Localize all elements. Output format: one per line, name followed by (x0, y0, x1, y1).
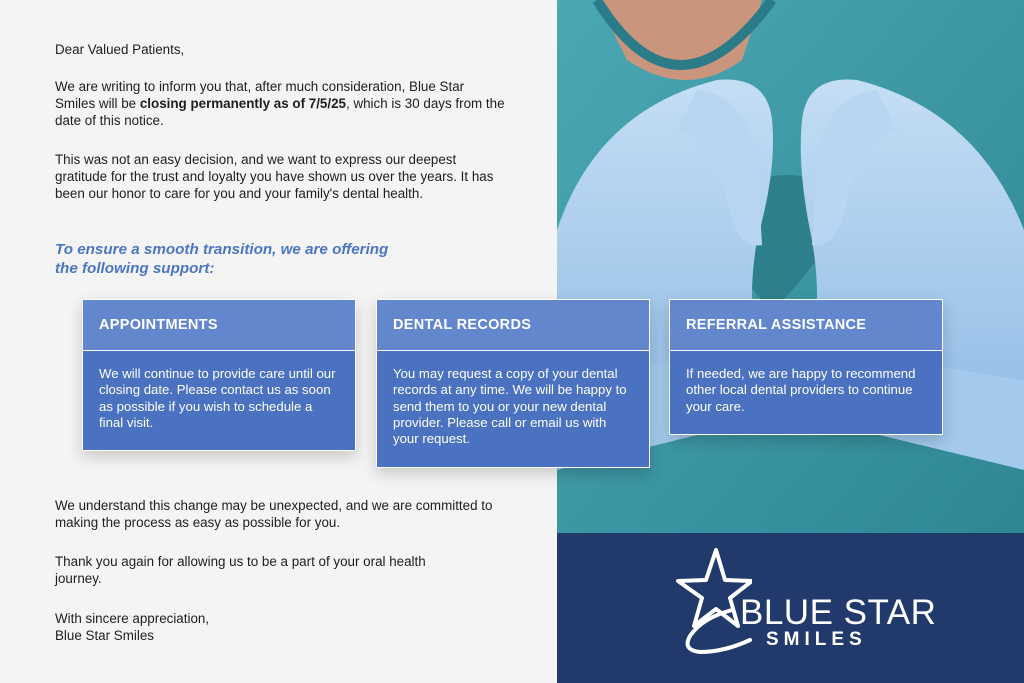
card-body: You may request a copy of your dental records at any time. We will be happy to send them to you or your new dental provider. Please call or email us with your request. (393, 366, 627, 447)
letter-paragraph-3 (55, 497, 505, 531)
letter-greeting (55, 41, 515, 58)
brand-panel (557, 533, 1024, 683)
card-referral-assistance (669, 299, 943, 435)
logo-subwordmark: SMILES (766, 629, 867, 650)
letter-signoff (55, 610, 515, 644)
letter-paragraph-2 (55, 151, 505, 202)
letter-paragraph-4 (55, 553, 475, 587)
p1-end: , which is 30 days from the date of this notice. (55, 96, 505, 128)
card-title: REFERRAL ASSISTANCE (670, 300, 942, 351)
card-title: DENTAL RECORDS (377, 300, 649, 351)
card-body: We will continue to provide care until our closing date. Please contact us as soon as possible if you wish to schedule a final visit. (99, 366, 336, 430)
closing-date-text: closing permanently as of 7/5/25 (139, 96, 346, 111)
p1-intro: We are writing to inform you that, after much consideration, Blue Star Smiles will be (55, 79, 465, 111)
support-callout: To ensure a smooth transition, we are offering the following support: (55, 241, 389, 277)
paragraph-4: Thank you again for allowing us to be a part of your oral health journey. (55, 554, 426, 586)
logo-wordmark: BLUE STAR (740, 593, 937, 632)
paragraph-3: We understand this change may be unexpected, and we are committed to making the process as easy as possible for you. (55, 498, 493, 530)
paragraph-2: This was not an easy decision, and we want to express our deepest gratitude for the trust and loyalty you have shown us over the years. It has been our honor to care for you and your family's dental health. (55, 152, 494, 201)
card-dental-records (376, 299, 650, 468)
card-title: APPOINTMENTS (83, 300, 355, 351)
greeting-text: Dear Valued Patients, (55, 42, 185, 57)
closing-text: With sincere appreciation, (55, 611, 210, 626)
card-appointments (82, 299, 356, 451)
card-body: If needed, we are happy to recommend other local dental providers to continue your care. (686, 366, 916, 414)
signature-text: Blue Star Smiles (55, 628, 154, 643)
paragraph-1 (55, 78, 505, 129)
letter-paragraph-1 (55, 78, 505, 129)
